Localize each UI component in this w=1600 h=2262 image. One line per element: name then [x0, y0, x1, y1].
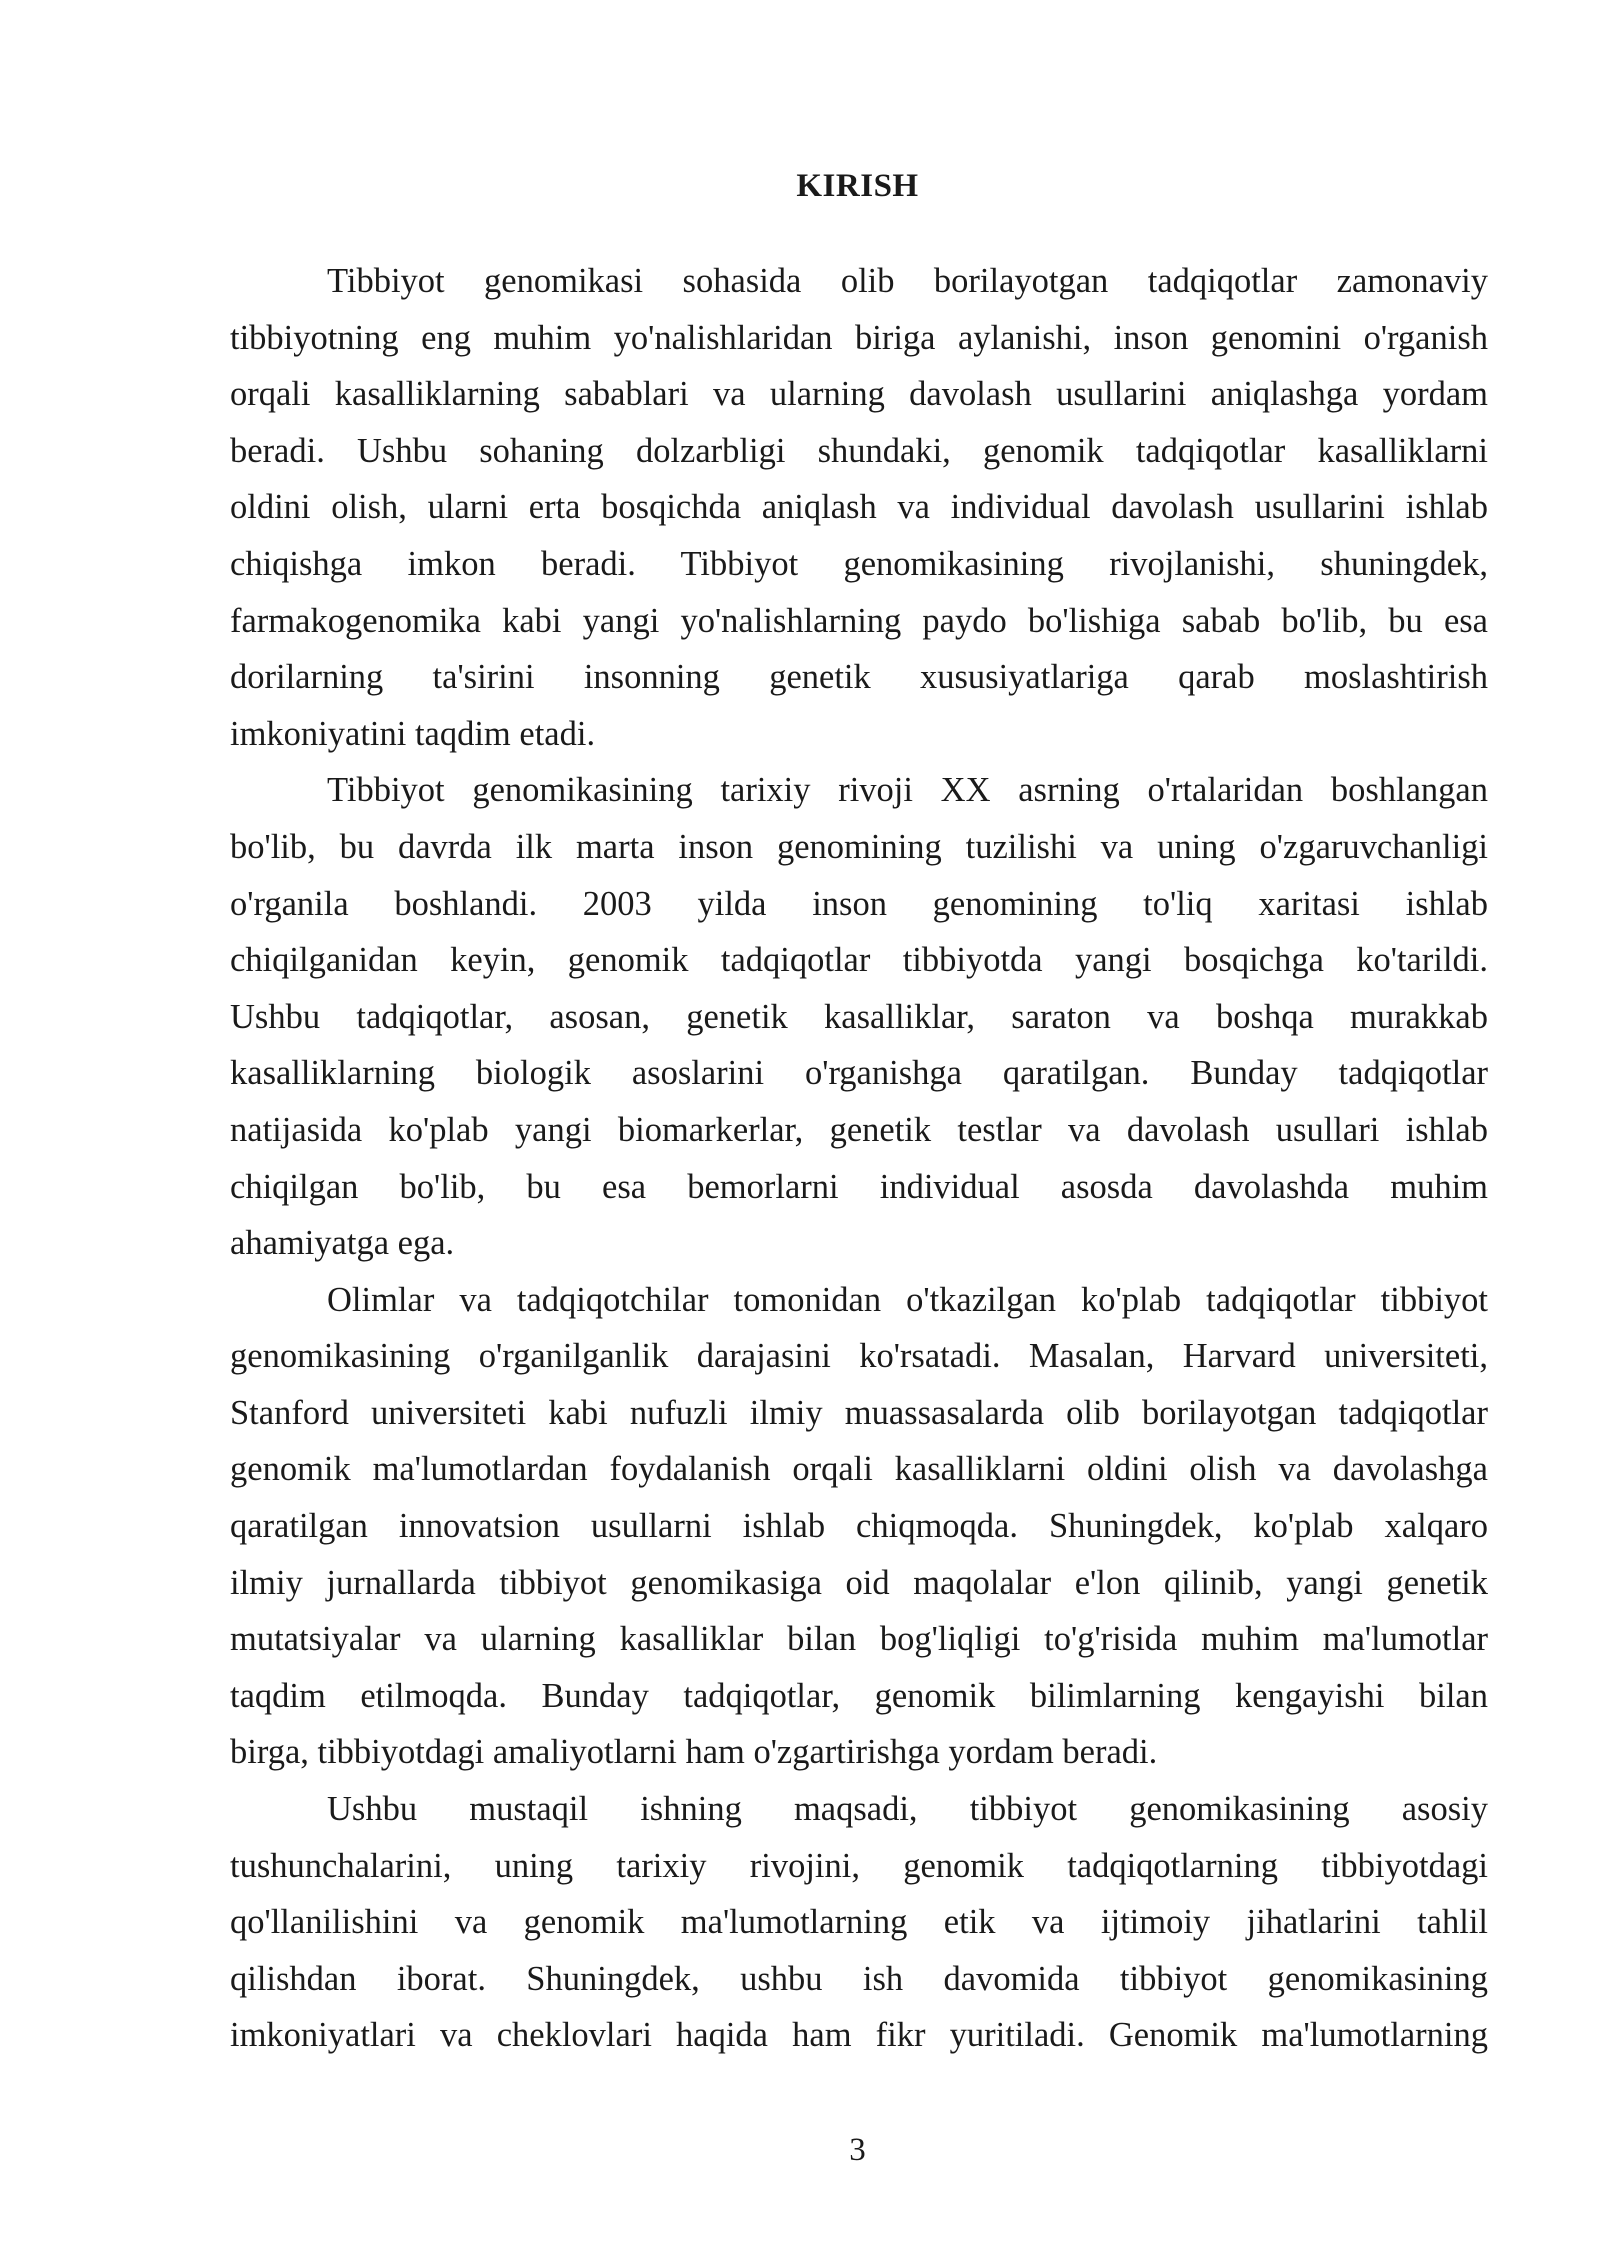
text-line: dorilarning ta'sirini insonning genetik xususiyatlariga qarab moslashtirish [230, 658, 1488, 697]
paragraph-1 [230, 253, 1488, 762]
text-line: taqdim etilmoqda. Bunday tadqiqotlar, genomik bilimlarning kengayishi bilan [230, 1676, 1488, 1715]
text-line: Stanford universiteti kabi nufuzli ilmiy muassasalarda olib borilayotgan tadqiqotlar [230, 1393, 1488, 1432]
paragraph-4 [230, 1781, 1488, 2064]
text-line: genomikasining o'rganilganlik darajasini ko'rsatadi. Masalan, Harvard universiteti, [230, 1337, 1488, 1376]
text-line: birga, tibbiyotdagi amaliyotlarni ham o'zgartirishga yordam beradi. [230, 1733, 1158, 1772]
text-line: Tibbiyot genomikasi sohasida olib borilayotgan tadqiqotlar zamonaviy [327, 262, 1488, 300]
text-line: Ushbu mustaqil ishning maqsadi, tibbiyot genomikasining asosiy [327, 1790, 1488, 1829]
text-line: natijasida ko'plab yangi biomarkerlar, genetik testlar va davolash usullari ishlab [230, 1110, 1488, 1149]
paragraph-2 [230, 762, 1488, 1271]
body-text [230, 253, 1488, 2064]
paragraph-3 [230, 1272, 1488, 1781]
text-line: kasalliklarning biologik asoslarini o'rganishga qaratilgan. Bunday tadqiqotlar [230, 1054, 1488, 1093]
text-line: o'rganila boshlandi. 2003 yilda inson genomining to'liq xaritasi ishlab [230, 884, 1488, 923]
text-line: bo'lib, bu davrda ilk marta inson genomining tuzilishi va uning o'zgaruvchanligi [230, 827, 1488, 866]
text-line: ilmiy jurnallarda tibbiyot genomikasiga oid maqolalar e'lon qilinib, yangi genetik [230, 1563, 1488, 1602]
text-line: qilishdan iborat. Shuningdek, ushbu ish davomida tibbiyot genomikasining [230, 1959, 1488, 1998]
text-line: oldini olish, ularni erta bosqichda aniqlash va individual davolash usullarini ishlab [230, 488, 1488, 527]
page-title: KIRISH [796, 168, 919, 204]
text-line: Tibbiyot genomikasining tarixiy rivoji XX asrning o'rtalaridan boshlangan [327, 771, 1488, 810]
text-line: genomik ma'lumotlardan foydalanish orqali kasalliklarni oldini olish va davolashga [230, 1450, 1488, 1489]
text-line: qaratilgan innovatsion usullarni ishlab chiqmoqda. Shuningdek, ko'plab xalqaro [230, 1507, 1488, 1546]
text-line: tushunchalarini, uning tarixiy rivojini, genomik tadqiqotlarning tibbiyotdagi [230, 1846, 1488, 1885]
text-line: chiqilgan bo'lib, bu esa bemorlarni individual asosda davolashda muhim [230, 1167, 1488, 1206]
text-line: ahamiyatga ega. [230, 1224, 455, 1263]
text-line: qo'llanilishini va genomik ma'lumotlarning etik va ijtimoiy jihatlarini tahlil [230, 1903, 1488, 1942]
text-line: chiqilganidan keyin, genomik tadqiqotlar tibbiyotda yangi bosqichga ko'tarildi. [230, 941, 1488, 980]
text-line: orqali kasalliklarning sabablari va ularning davolash usullarini aniqlashga yordam [230, 375, 1488, 414]
text-line: Olimlar va tadqiqotchilar tomonidan o'tkazilgan ko'plab tadqiqotlar tibbiyot [327, 1280, 1488, 1319]
text-line: Ushbu tadqiqotlar, asosan, genetik kasalliklar, saraton va boshqa murakkab [230, 997, 1488, 1036]
text-line: chiqishga imkon beradi. Tibbiyot genomikasining rivojlanishi, shuningdek, [230, 544, 1488, 583]
text-line: imkoniyatini taqdim etadi. [230, 714, 596, 753]
text-line: farmakogenomika kabi yangi yo'nalishlarning paydo bo'lishiga sabab bo'lib, bu esa [230, 601, 1488, 640]
text-line: beradi. Ushbu sohaning dolzarbligi shundaki, genomik tadqiqotlar kasalliklarni [230, 431, 1488, 470]
text-line: imkoniyatlari va cheklovlari haqida ham fikr yuritiladi. Genomik ma'lumotlarning [230, 2016, 1488, 2055]
page-number: 3 [849, 2132, 866, 2168]
text-line: mutatsiyalar va ularning kasalliklar bilan bog'liqligi to'g'risida muhim ma'lumotlar [230, 1620, 1488, 1659]
text-line: tibbiyotning eng muhim yo'nalishlaridan biriga aylanishi, inson genomini o'rganish [230, 318, 1488, 357]
